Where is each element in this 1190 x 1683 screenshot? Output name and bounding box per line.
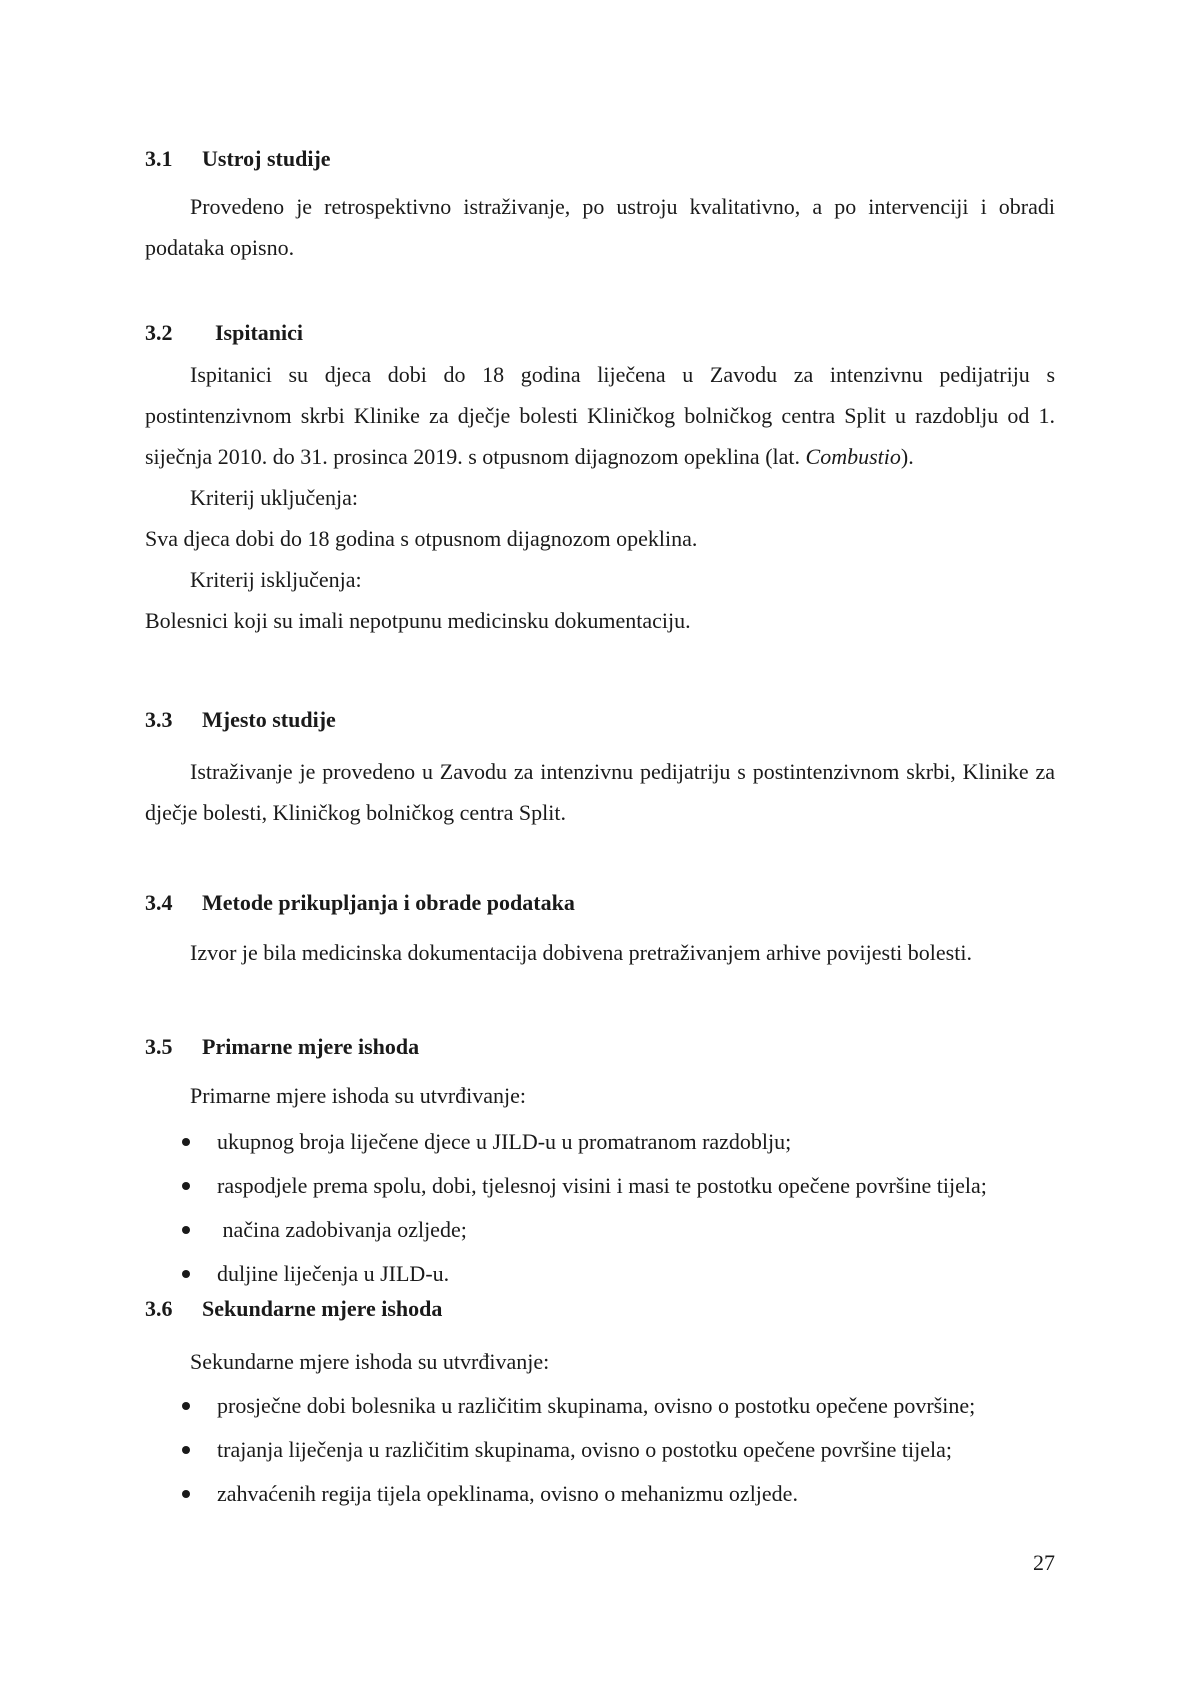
paragraph-text: Ispitanici su djeca dobi do 18 godina liječena u Zavodu za intenzivnu pedijatriju s postintenzivnom skrbi Klinike za dječje bolesti Kliničkog bolničkog centra Split u razdoblju od 1. siječnja 2010. do 31. prosinca 2019. s otpusnom dijagnozom opeklina (lat. [145,362,1055,469]
section-title: Primarne mjere ishoda [202,1034,420,1059]
section-title: Ustroj studije [202,146,331,171]
list-item [145,1428,1065,1472]
exclusion-label: Kriterij isključenja: [190,567,362,592]
bullet-icon [182,1402,190,1410]
section-number: 3.6 [145,1296,173,1321]
list-item-text: zahvaćenih regija tijela opeklinama, ovisno o mehanizmu ozljede. [217,1481,798,1506]
section-heading-3-1 [145,144,331,174]
section-heading-3-6 [145,1294,442,1324]
list-item [145,1120,1065,1164]
list-item [145,1208,1065,1252]
section-heading-3-4 [145,888,575,918]
bullet-icon [182,1182,190,1190]
list-item-text: prosječne dobi bolesnika u različitim skupinama, ovisno o postotku opečene površine; [217,1393,976,1418]
bullet-icon [182,1270,190,1278]
section-heading-3-2 [145,318,303,348]
section-body-3-2 [145,354,1055,641]
list-item [145,1164,1065,1208]
bullet-list-primary [145,1120,1065,1296]
section-heading-3-5 [145,1032,419,1062]
bullet-icon [182,1490,190,1498]
section-body-3-1 [145,186,1055,268]
section-number: 3.5 [145,1034,173,1059]
bullet-list-secondary [145,1384,1065,1516]
section-title: Sekundarne mjere ishoda [202,1296,443,1321]
section-heading-3-3 [145,705,336,735]
inclusion-text: Sva djeca dobi do 18 godina s otpusnom dijagnozom opeklina. [145,526,698,551]
list-intro: Primarne mjere ishoda su utvrđivanje: [190,1083,527,1108]
list-item-text: ukupnog broja liječene djece u JILD-u u promatranom razdoblju; [217,1129,792,1154]
bullet-icon [182,1138,190,1146]
section-body-3-6 [145,1341,1055,1382]
section-number: 3.1 [145,146,173,171]
section-number: 3.4 [145,890,173,915]
section-body-3-5 [145,1075,1055,1116]
paragraph: Istraživanje je provedeno u Zavodu za intenzivnu pedijatriju s postintenzivnom skrbi, Klinike za dječje bolesti, Kliničkog bolničkog centra Split. [145,759,1055,825]
paragraph-text-end: ). [900,444,914,469]
page-number: 27 [1033,1550,1055,1575]
list-item-text: raspodjele prema spolu, dobi, tjelesnoj visini i masi te postotku opečene površine tijela; [217,1173,987,1198]
section-title: Metode prikupljanja i obrade podataka [202,890,575,915]
section-number: 3.3 [145,707,173,732]
list-item [145,1472,1065,1516]
list-item-text: načina zadobivanja ozljede; [217,1217,467,1242]
list-intro: Sekundarne mjere ishoda su utvrđivanje: [190,1349,550,1374]
inclusion-label: Kriterij uključenja: [190,485,358,510]
exclusion-text: Bolesnici koji su imali nepotpunu medicinsku dokumentaciju. [145,608,691,633]
list-item [145,1384,1065,1428]
list-item-text: duljine liječenja u JILD-u. [217,1261,450,1286]
section-number: 3.2 [145,320,173,345]
paragraph: Provedeno je retrospektivno istraživanje, po ustroju kvalitativno, a po intervenciji i obradi podataka opisno. [145,194,1055,260]
list-item-text: trajanja liječenja u različitim skupinama, ovisno o postotku opečene površine tijela; [217,1437,952,1462]
section-title: Ispitanici [215,320,304,345]
section-body-3-4 [145,932,1055,973]
paragraph [145,354,1055,477]
section-title: Mjesto studije [202,707,336,732]
section-body-3-3 [145,751,1055,833]
paragraph: Izvor je bila medicinska dokumentacija dobivena pretraživanjem arhive povijesti bolesti. [190,940,972,965]
bullet-icon [182,1226,190,1234]
bullet-icon [182,1446,190,1454]
latin-term: Combustio [805,444,901,469]
list-item [145,1252,1065,1296]
